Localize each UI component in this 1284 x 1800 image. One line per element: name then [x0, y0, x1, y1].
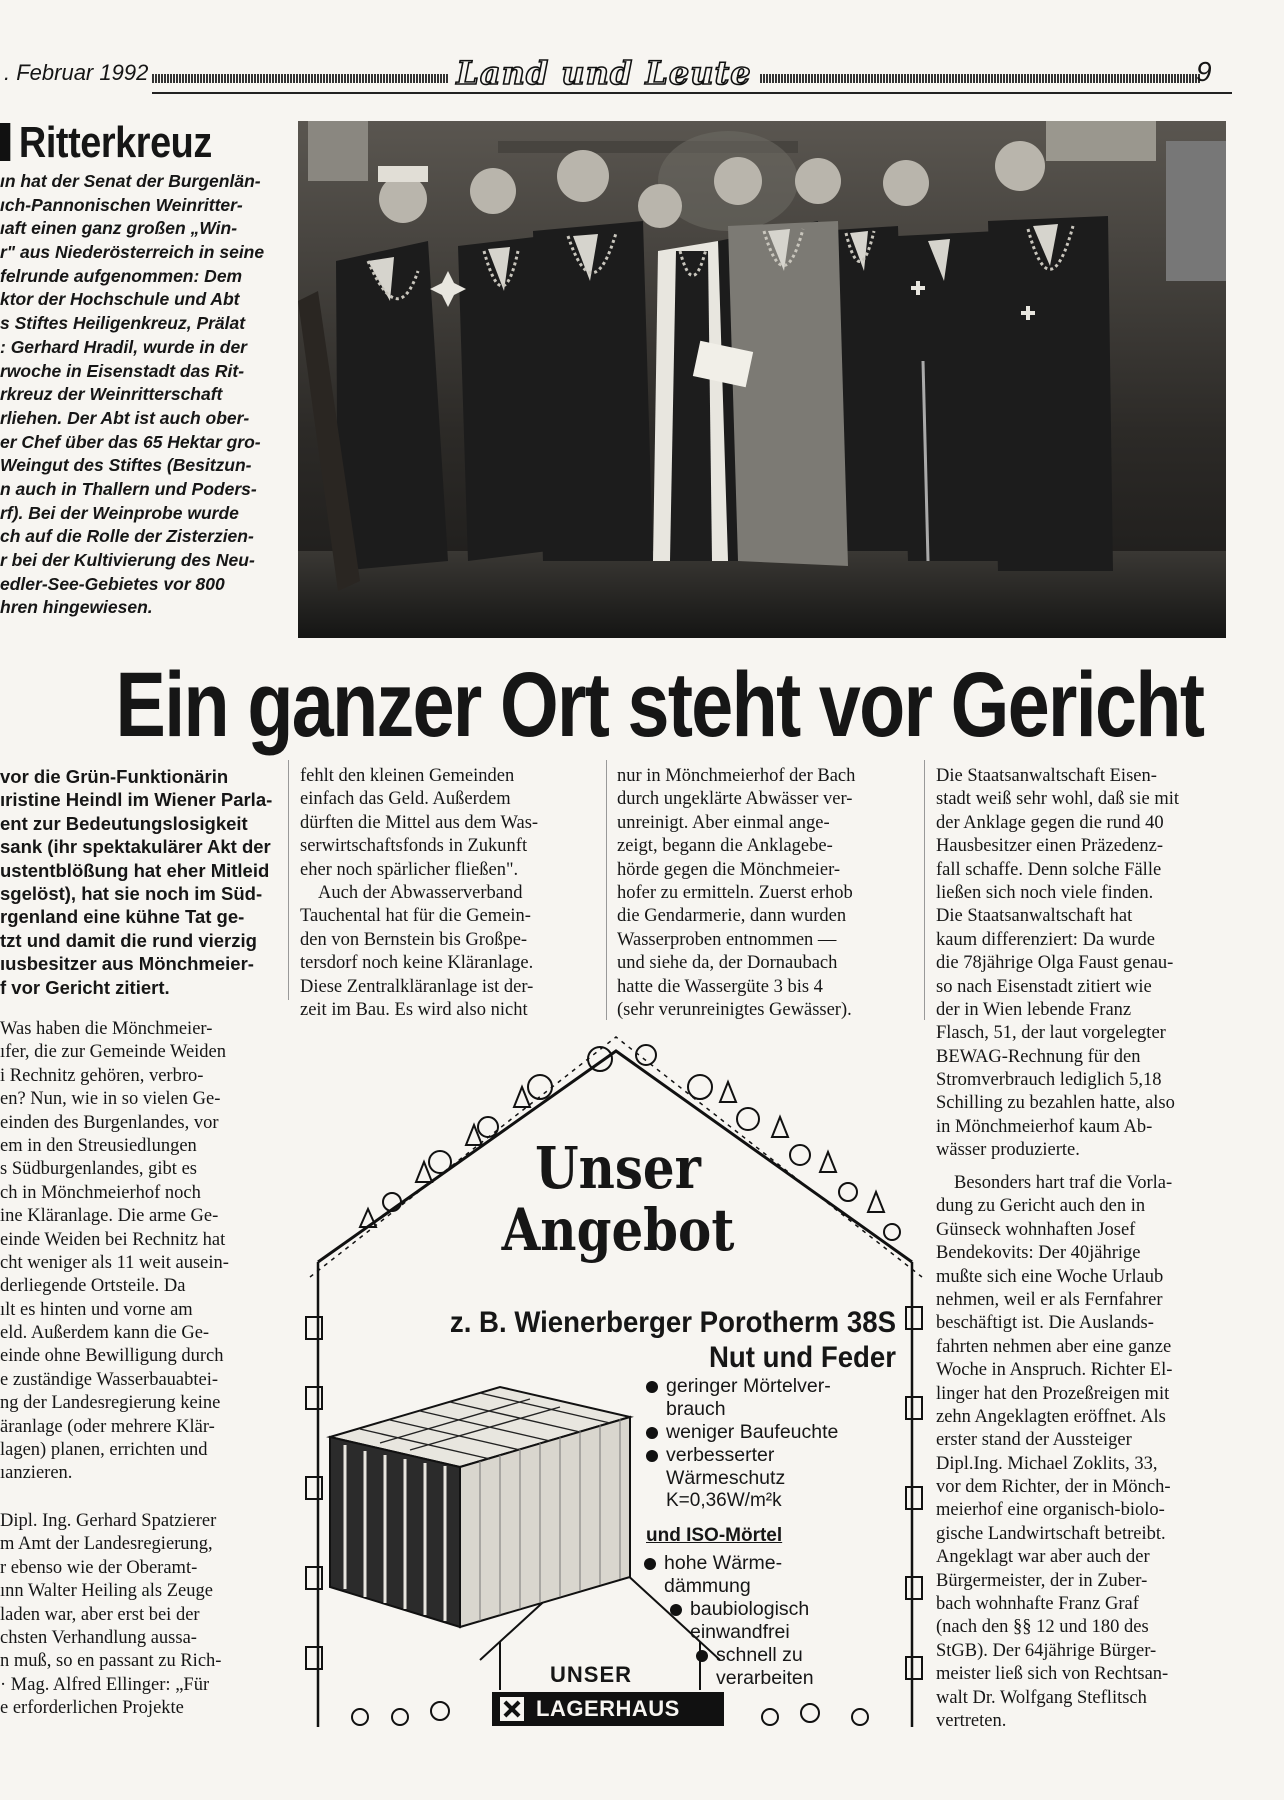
ad-brand-top: UNSER	[550, 1662, 633, 1687]
text-line: ng der Landesregierung keine	[0, 1393, 221, 1414]
group-photo-illustration	[298, 121, 1226, 638]
text-line: einden des Burgenlandes, vor	[0, 1112, 219, 1133]
article-column-1-body-2	[0, 1510, 278, 1721]
text-line: : Gerhard Hradil, wurde in der	[0, 336, 247, 357]
text-line: unreinigt. Aber einmal ange-	[617, 812, 830, 833]
text-line: gische Landwirtschaft betreibt.	[936, 1523, 1166, 1544]
page-header	[0, 54, 1284, 94]
text-line: Woche in Anspruch. Richter El-	[936, 1360, 1173, 1381]
text-line: Die Staatsanwaltschaft hat	[936, 906, 1133, 927]
headline: Ein ganzer Ort steht vor Gericht	[115, 654, 1204, 756]
ad-feature-text: verbesserter	[666, 1444, 775, 1466]
text-line: ıanzieren.	[0, 1463, 73, 1484]
text-line: walt Dr. Wolfgang Steflitsch	[936, 1687, 1147, 1708]
column-rule	[288, 760, 289, 1000]
text-line: ıusbesitzer aus Mönchmeier-	[0, 953, 254, 975]
text-line: rliehen. Der Abt ist auch ober-	[0, 407, 250, 428]
side-story-body	[0, 170, 278, 620]
text-line: Dipl. Ing. Gerhard Spatzierer	[0, 1511, 217, 1531]
text-line: Die Staatsanwaltschaft Eisen-	[936, 766, 1157, 786]
text-line: kaum differenziert: Da wurde	[936, 929, 1155, 950]
text-line: eld. Außerdem kann die Ge-	[0, 1323, 210, 1344]
ad-feature-list-2	[642, 1552, 892, 1690]
issue-date: . Februar 1992	[4, 60, 149, 85]
text-line: n muß, so en passant zu Rich-	[0, 1651, 222, 1672]
text-line: hatte die Wassergüte 3 bis 4	[617, 976, 823, 997]
text-line: r" aus Niederösterreich in seine	[0, 242, 265, 263]
ad-feature-text: schnell zu	[716, 1644, 803, 1666]
text-line: Hausbesitzer einen Präzedenz-	[936, 836, 1164, 857]
text-line: n auch in Thallern und Poders-	[0, 478, 257, 499]
ad-feature-continued: dämmung	[664, 1575, 751, 1597]
text-line: ktor der Hochschule und Abt	[0, 289, 240, 310]
text-line: cht weniger als 11 weit ausein-	[0, 1252, 229, 1273]
text-line: linger hat den Prozeßreigen mit	[936, 1383, 1170, 1404]
text-line: ıaft einen ganz großen „Win-	[0, 218, 238, 239]
text-line: Angeklagt war aber auch der	[936, 1547, 1150, 1568]
ad-feature-text: hohe Wärme-	[664, 1552, 783, 1574]
text-line: den von Bernstein bis Großpe-	[300, 929, 528, 950]
ad-feature-continued: verarbeiten	[716, 1667, 814, 1689]
group-photo	[298, 121, 1226, 638]
ad-feature-continued: einwandfrei	[690, 1621, 790, 1643]
text-line: nehmen, weil er als Fernfahrer	[936, 1289, 1163, 1310]
text-line: Schilling zu bezahlen hatte, also	[936, 1093, 1175, 1114]
text-line: Besonders hart traf die Vorla-	[954, 1173, 1173, 1193]
text-line: ließen sich noch viele finden.	[936, 882, 1154, 903]
text-line: r bei der Kultivierung des Neu-	[0, 550, 255, 570]
ad-feature	[668, 1598, 892, 1621]
text-line: der Anklage gegen die rund 40	[936, 812, 1164, 833]
text-line: vor die Grün-Funktionärin	[0, 766, 229, 787]
text-line: r ebenso wie der Oberamt-	[0, 1557, 198, 1578]
ad-feature	[644, 1421, 864, 1444]
text-line: e zuständige Wasserbauabtei-	[0, 1369, 219, 1390]
text-line: meister ließ sich von Rechtsan-	[936, 1664, 1169, 1685]
text-line: ıristine Heindl im Wiener Parla-	[0, 789, 273, 811]
text-line: Wasserproben entnommen —	[617, 929, 837, 950]
column-rule	[606, 760, 607, 1020]
section-title: Land und Leute	[456, 54, 752, 92]
text-line: äranlage (oder mehrere Klär-	[0, 1416, 215, 1437]
ad-feature	[644, 1375, 864, 1398]
text-line: und siehe da, der Dornaubach	[617, 953, 838, 974]
text-line: rf). Bei der Weinprobe wurde	[0, 502, 239, 523]
text-line: eher noch spärlicher fließen".	[300, 859, 519, 880]
text-line: en? Nun, wie in so vielen Ge-	[0, 1089, 221, 1110]
text-line: ch auf die Rolle der Zisterzien-	[0, 526, 254, 547]
text-line: fahrten nehmen aber eine ganze	[936, 1336, 1172, 1357]
x-icon	[500, 1697, 524, 1721]
article-column-1-body-1	[0, 1018, 278, 1486]
text-line: Stromverbrauch lediglich 5,18	[936, 1070, 1162, 1091]
text-line: serwirtschaftsfonds in Zukunft	[300, 836, 528, 857]
text-line: hren hingewiesen.	[0, 597, 153, 618]
text-line: tzt und damit die rund vierzig	[0, 929, 257, 951]
text-line: Dipl.Ing. Michael Zoklits, 33,	[936, 1453, 1158, 1474]
text-line: Günseck wohnhaften Josef	[936, 1219, 1136, 1240]
text-line: s Südburgenlandes, gibt es	[0, 1159, 197, 1180]
text-line: m Amt der Landesregierung,	[0, 1534, 213, 1555]
text-line: sgelöst), hat sie noch im Süd-	[0, 882, 263, 904]
header-baseline	[152, 92, 1232, 94]
title-bar	[0, 123, 10, 161]
text-line: vor dem Richter, der in Mönch-	[936, 1477, 1171, 1498]
lagerhaus-logo	[492, 1692, 724, 1726]
text-line: beschäftigt ist. Die Auslands-	[936, 1313, 1154, 1334]
text-line: zeit im Bau. Es wird also nicht	[300, 999, 528, 1020]
text-line: einde ohne Bewilligung durch	[0, 1346, 224, 1367]
ad-feature-text: weniger Baufeuchte	[666, 1421, 839, 1443]
text-line: zehn Angeklagten eröffnet. Als	[936, 1406, 1166, 1427]
text-line: ch in Mönchmeierhof noch	[0, 1182, 201, 1203]
text-line: f vor Gericht zitiert.	[0, 976, 170, 998]
text-line: er Chef über das 65 Hektar gro-	[0, 431, 261, 452]
text-line: Flasch, 51, der laut vorgelegter	[936, 1023, 1166, 1044]
text-line: einfach das Geld. Außerdem	[300, 789, 511, 810]
text-line: dung zu Gericht auch den in	[936, 1196, 1146, 1217]
article-lead	[0, 765, 278, 999]
article-column-4-body-1	[936, 765, 1226, 1163]
ad-product-line-2: Nut und Feder	[708, 1341, 896, 1374]
article-column-2	[300, 765, 595, 1022]
text-line: s Stiftes Heiligenkreuz, Prälat	[0, 313, 246, 334]
text-line: so nach Eisenstadt zitiert wie	[936, 976, 1152, 997]
text-line: Bendekovits: Der 40jährige	[936, 1243, 1141, 1264]
lagerhaus-logo-text: LAGERHAUS	[536, 1696, 680, 1721]
text-line: Weingut des Stiftes (Besitzun-	[0, 455, 252, 476]
column-rule	[924, 760, 925, 1020]
ad-feature-list	[644, 1375, 864, 1490]
text-line: edler-See-Gebietes vor 800	[0, 573, 225, 594]
text-line: rgenland eine kühne Tat ge-	[0, 906, 245, 928]
ad-headline	[489, 1134, 747, 1264]
text-line: (sehr verunreinigtes Gewässer).	[617, 999, 852, 1020]
advertisement	[300, 1027, 932, 1747]
text-line: sank (ihr spektakulärer Akt der	[0, 836, 271, 858]
text-line: felrunde aufgenommen: Dem	[0, 265, 243, 286]
text-line: mußte sich eine Woche Urlaub	[936, 1266, 1164, 1287]
text-line: ine Kläranlage. Die arme Ge-	[0, 1206, 219, 1227]
text-line: bach wohnhafte Franz Graf	[936, 1594, 1139, 1615]
text-line: ıfer, die zur Gemeinde Weiden	[0, 1042, 227, 1063]
text-line: · Mag. Alfred Ellinger: „Für	[0, 1674, 210, 1695]
text-line: erster stand der Aussteiger	[936, 1430, 1132, 1451]
text-line: hörde gegen die Mönchmeier-	[617, 859, 841, 880]
text-line: ın hat der Senat der Burgenlän-	[0, 171, 261, 191]
header-rule-right	[760, 74, 1200, 83]
article-column-3	[617, 765, 912, 1022]
text-line: vertreten.	[936, 1710, 1007, 1731]
text-line: zeigt, begann die Anklagebe-	[617, 836, 833, 857]
ad-feature	[694, 1644, 892, 1667]
article-column-4-body-2	[936, 1172, 1226, 1733]
text-line: tersdorf noch keine Kläranlage.	[300, 953, 534, 974]
ad-headline-line-1: Unser	[535, 1134, 701, 1202]
text-line: (nach den §§ 12 und 180 des	[936, 1617, 1149, 1638]
ad-product-line-1: z. B. Wienerberger Porotherm 38S	[449, 1306, 896, 1339]
page-number: 9	[1196, 56, 1212, 87]
text-line: ınn Walter Heiling als Zeuge	[0, 1581, 213, 1602]
text-line: Auch der Abwasserverband	[318, 882, 523, 903]
text-line: Tauchental hat für die Gemein-	[300, 906, 531, 927]
text-line: ent zur Bedeutungslosigkeit	[0, 812, 248, 834]
text-line: meierhof eine organisch-biolo-	[936, 1500, 1165, 1521]
ad-product	[381, 1305, 896, 1375]
text-line: nur in Mönchmeierhof der Bach	[617, 766, 856, 786]
side-story-title	[0, 118, 212, 168]
text-line: rkreuz der Weinritterschaft	[0, 384, 223, 405]
text-line: ustentblößung hat eher Mitleid	[0, 859, 270, 881]
text-line: rwoche in Eisenstadt das Rit-	[0, 360, 245, 381]
text-line: stadt weiß sehr wohl, daß sie mit	[936, 789, 1180, 810]
text-line: ılt es hinten und vorne am	[0, 1299, 193, 1320]
ad-u-value: K=0,36W/m²k	[666, 1490, 782, 1511]
text-line: einde Weiden bei Rechnitz hat	[0, 1229, 226, 1250]
text-line: hofer zu ermitteln. Zuerst erhob	[617, 882, 853, 903]
ad-feature	[644, 1444, 864, 1467]
text-line: e erforderlichen Projekte	[0, 1698, 184, 1719]
text-line: Bürgermeister, der in Zuber-	[936, 1570, 1148, 1591]
text-line: fall schaffe. Denn solche Fälle	[936, 859, 1162, 880]
text-line: in Mönchmeierhof kaum Ab-	[936, 1116, 1153, 1137]
header-rule-left	[152, 74, 448, 83]
text-line: laden war, aber erst bei der	[0, 1604, 200, 1625]
text-line: BEWAG-Rechnung für den	[936, 1046, 1141, 1067]
text-line: die 78jährige Olga Faust genau-	[936, 953, 1174, 974]
text-line: Diese Zentralkläranlage ist der-	[300, 976, 534, 997]
ad-feature-continued: Wärmeschutz	[666, 1467, 786, 1489]
text-line: der in Wien lebende Franz	[936, 999, 1132, 1020]
text-line: ıch-Pannonischen Weinritter-	[0, 194, 243, 215]
text-line: fehlt den kleinen Gemeinden	[300, 766, 515, 786]
text-line: lagen) planen, errichten und	[0, 1440, 208, 1461]
ad-headline-line-2: Angebot	[501, 1196, 735, 1264]
text-line: die Gendarmerie, dann wurden	[617, 906, 847, 927]
ad-feature-text: baubiologisch	[690, 1598, 810, 1620]
text-line: wässer produzierte.	[936, 1140, 1080, 1161]
side-story-title-text: Ritterkreuz	[18, 118, 212, 167]
ad-feature-text: geringer Mörtelver-	[666, 1375, 831, 1397]
text-line: Was haben die Mönchmeier-	[0, 1019, 213, 1039]
text-line: em in den Streusiedlungen	[0, 1135, 197, 1156]
text-line: chsten Verhandlung aussa-	[0, 1627, 197, 1648]
text-line: derliegende Ortsteile. Da	[0, 1276, 186, 1297]
text-line: StGB). Der 64jährige Bürger-	[936, 1640, 1157, 1661]
text-line: dürften die Mittel aus dem Was-	[300, 812, 539, 833]
text-line: i Rechnitz gehören, verbro-	[0, 1065, 204, 1086]
text-line: durch ungeklärte Abwässer ver-	[617, 789, 853, 810]
ad-feature	[642, 1552, 892, 1575]
ad-iso-heading: und ISO-Mörtel	[646, 1525, 783, 1546]
ad-feature-continued: brauch	[666, 1398, 726, 1420]
